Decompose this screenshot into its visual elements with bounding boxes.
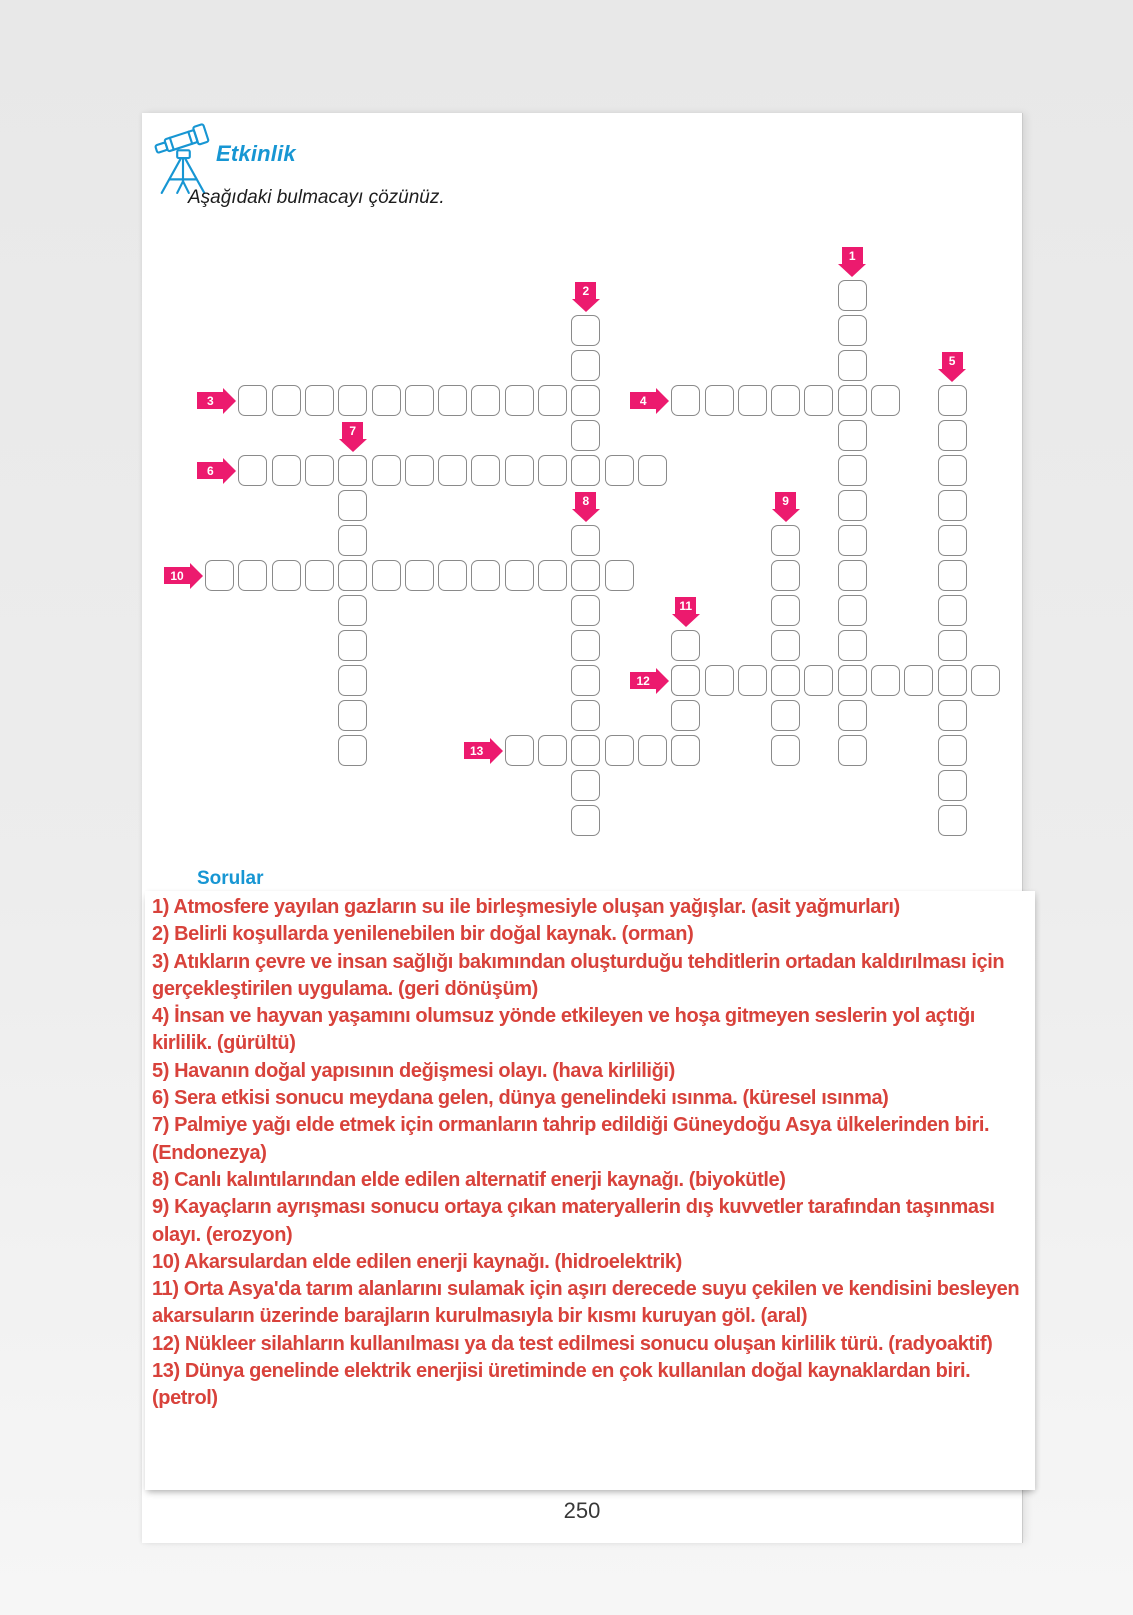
question-item: 6) Sera etkisi sonucu meydana gelen, dünya genelindeki ısınma. (küresel ısınma)	[152, 1087, 889, 1110]
clue-number: 13	[464, 742, 490, 759]
crossword-cell[interactable]	[771, 525, 800, 556]
crossword-cell[interactable]	[838, 665, 867, 696]
arrow-down-icon	[938, 369, 966, 382]
clue-arrow-2	[572, 282, 600, 312]
crossword-cell[interactable]	[372, 455, 401, 486]
crossword-cell[interactable]	[838, 385, 867, 416]
crossword-cell[interactable]	[938, 735, 967, 766]
crossword-cell[interactable]	[505, 735, 534, 766]
page-number: 250	[563, 1498, 601, 1523]
crossword-cell[interactable]	[671, 630, 700, 661]
crossword-cell[interactable]	[838, 280, 867, 311]
crossword-cell[interactable]	[771, 595, 800, 626]
arrow-down-icon	[572, 509, 600, 522]
crossword-cell[interactable]	[938, 630, 967, 661]
crossword-cell[interactable]	[305, 455, 334, 486]
crossword-cell[interactable]	[838, 315, 867, 346]
crossword-cell[interactable]	[338, 700, 367, 731]
crossword-cell[interactable]	[871, 665, 900, 696]
crossword-cell[interactable]	[372, 560, 401, 591]
clue-number: 11	[675, 597, 696, 614]
crossword-cell[interactable]	[671, 700, 700, 731]
clue-arrow-5	[938, 352, 966, 382]
crossword-cell[interactable]	[738, 665, 767, 696]
crossword-cell[interactable]	[871, 385, 900, 416]
crossword-cell[interactable]	[272, 560, 301, 591]
crossword-cell[interactable]	[338, 595, 367, 626]
crossword-cell[interactable]	[738, 385, 767, 416]
questions-panel	[145, 891, 1035, 1490]
crossword-cell[interactable]	[571, 595, 600, 626]
arrow-right-icon	[656, 388, 669, 414]
crossword-cell[interactable]	[771, 560, 800, 591]
arrow-down-icon	[772, 509, 800, 522]
crossword-cell[interactable]	[538, 385, 567, 416]
question-item: 4) İnsan ve hayvan yaşamını olumsuz yönde etkileyen ve hoşa gitmeyen seslerin yol açtığı kirlilik. (gürültü)	[152, 1005, 975, 1055]
clue-arrow-1	[838, 247, 866, 277]
crossword-cell[interactable]	[705, 385, 734, 416]
crossword-cell[interactable]	[505, 560, 534, 591]
clue-arrow-13	[464, 738, 503, 764]
clue-number: 6	[197, 462, 223, 479]
crossword-cell[interactable]	[438, 385, 467, 416]
clue-arrow-9	[772, 492, 800, 522]
clue-arrow-3	[197, 388, 236, 414]
crossword-cell[interactable]	[571, 315, 600, 346]
crossword-cell[interactable]	[205, 560, 234, 591]
crossword-cell[interactable]	[838, 560, 867, 591]
crossword-cell[interactable]	[938, 385, 967, 416]
crossword-cell[interactable]	[338, 560, 367, 591]
crossword-cell[interactable]	[405, 455, 434, 486]
crossword-cell[interactable]	[471, 455, 500, 486]
crossword-cell[interactable]	[605, 735, 634, 766]
crossword-cell[interactable]	[838, 630, 867, 661]
crossword-cell[interactable]	[938, 420, 967, 451]
crossword-cell[interactable]	[571, 735, 600, 766]
crossword-cell[interactable]	[438, 560, 467, 591]
crossword-cell[interactable]	[571, 525, 600, 556]
crossword-cell[interactable]	[838, 350, 867, 381]
clue-arrow-6	[197, 458, 236, 484]
clue-number: 2	[575, 282, 596, 299]
crossword-cell[interactable]	[938, 805, 967, 836]
question-item: 5) Havanın doğal yapısının değişmesi olayı. (hava kirliliği)	[152, 1059, 675, 1082]
clue-number: 4	[630, 392, 656, 409]
crossword-cell[interactable]	[571, 350, 600, 381]
clue-number: 8	[575, 492, 596, 509]
crossword-cell[interactable]	[838, 490, 867, 521]
question-item: 8) Canlı kalıntılarından elde edilen alternatif enerji kaynağı. (biyokütle)	[152, 1168, 786, 1191]
crossword-cell[interactable]	[938, 490, 967, 521]
arrow-right-icon	[223, 388, 236, 414]
clue-arrow-10	[164, 563, 203, 589]
crossword-cell[interactable]	[338, 665, 367, 696]
crossword-cell[interactable]	[938, 665, 967, 696]
question-item: 10) Akarsulardan elde edilen enerji kaynağı. (hidroelektrik)	[152, 1250, 682, 1273]
crossword-cell[interactable]	[405, 385, 434, 416]
arrow-down-icon	[838, 264, 866, 277]
crossword-cell[interactable]	[838, 455, 867, 486]
crossword-cell[interactable]	[338, 735, 367, 766]
crossword-cell[interactable]	[938, 700, 967, 731]
clue-number: 7	[342, 422, 363, 439]
arrow-right-icon	[190, 563, 203, 589]
crossword-cell[interactable]	[771, 700, 800, 731]
crossword-cell[interactable]	[272, 385, 301, 416]
crossword-cell[interactable]	[938, 595, 967, 626]
crossword-cell[interactable]	[305, 560, 334, 591]
crossword-cell[interactable]	[372, 385, 401, 416]
crossword-cell[interactable]	[238, 560, 267, 591]
puzzle-instruction: Aşağıdaki bulmacayı çözünüz.	[188, 187, 445, 208]
crossword-cell[interactable]	[471, 385, 500, 416]
crossword-cell[interactable]	[938, 455, 967, 486]
crossword-cell[interactable]	[705, 665, 734, 696]
crossword-cell[interactable]	[305, 385, 334, 416]
question-item: 3) Atıkların çevre ve insan sağlığı bakımından oluşturduğu tehditlerin ortadan kaldırılması için gerçekleştirilen uygulama. (geri dönüşüm)	[152, 950, 1005, 1000]
crossword-cell[interactable]	[671, 665, 700, 696]
crossword-cell[interactable]	[471, 560, 500, 591]
clue-arrow-7	[339, 422, 367, 452]
crossword-cell[interactable]	[338, 455, 367, 486]
crossword-cell[interactable]	[571, 630, 600, 661]
crossword-cell[interactable]	[638, 455, 667, 486]
crossword-cell[interactable]	[804, 385, 833, 416]
crossword-cell[interactable]	[438, 455, 467, 486]
crossword-cell[interactable]	[671, 735, 700, 766]
clue-number: 10	[164, 567, 190, 584]
crossword-cell[interactable]	[838, 525, 867, 556]
crossword-cell[interactable]	[571, 700, 600, 731]
crossword-cell[interactable]	[238, 385, 267, 416]
clue-arrow-4	[630, 388, 669, 414]
arrow-down-icon	[339, 439, 367, 452]
crossword-cell[interactable]	[938, 525, 967, 556]
crossword-cell[interactable]	[771, 630, 800, 661]
arrow-right-icon	[223, 458, 236, 484]
crossword-cell[interactable]	[338, 525, 367, 556]
clue-arrow-8	[572, 492, 600, 522]
crossword-cell[interactable]	[838, 595, 867, 626]
crossword-cell[interactable]	[838, 700, 867, 731]
arrow-right-icon	[490, 738, 503, 764]
crossword-cell[interactable]	[838, 735, 867, 766]
crossword-cell[interactable]	[938, 770, 967, 801]
arrow-down-icon	[572, 299, 600, 312]
crossword-cell[interactable]	[571, 770, 600, 801]
crossword-cell[interactable]	[538, 735, 567, 766]
crossword-cell[interactable]	[571, 665, 600, 696]
crossword-cell[interactable]	[538, 560, 567, 591]
crossword-cell[interactable]	[538, 455, 567, 486]
crossword-cell[interactable]	[338, 630, 367, 661]
arrow-down-icon	[672, 614, 700, 627]
clue-arrow-11	[672, 597, 700, 627]
question-item: 13) Dünya genelinde elektrik enerjisi üretiminde en çok kullanılan doğal kaynaklardan biri. (petrol)	[152, 1360, 971, 1410]
crossword-cell[interactable]	[272, 455, 301, 486]
crossword-cell[interactable]	[971, 665, 1000, 696]
clue-number: 5	[942, 352, 963, 369]
activity-title: Etkinlik	[216, 141, 296, 166]
clue-number: 12	[630, 672, 656, 689]
crossword-cell[interactable]	[571, 455, 600, 486]
question-item: 2) Belirli koşullarda yenilenebilen bir doğal kaynak. (orman)	[152, 923, 694, 946]
crossword-cell[interactable]	[605, 560, 634, 591]
crossword-cell[interactable]	[671, 385, 700, 416]
crossword-cell[interactable]	[505, 385, 534, 416]
question-item: 1) Atmosfere yayılan gazların su ile birleşmesiyle oluşan yağışlar. (asit yağmurları)	[152, 896, 900, 918]
crossword-cell[interactable]	[571, 385, 600, 416]
crossword-cell[interactable]	[605, 455, 634, 486]
crossword-cell[interactable]	[804, 665, 833, 696]
crossword-cell[interactable]	[838, 420, 867, 451]
crossword-grid	[142, 113, 1022, 893]
clue-number: 3	[197, 392, 223, 409]
clue-number: 1	[842, 247, 863, 264]
crossword-cell[interactable]	[338, 490, 367, 521]
crossword-cell[interactable]	[405, 560, 434, 591]
question-item: 11) Orta Asya'da tarım alanlarını sulamak için aşırı derecede suyu çekilen ve kendisini besleyen akarsuların üzerinde barajların kurulmasıyla bir kısmı kuruyan göl. (aral)	[152, 1278, 1020, 1328]
clue-number: 9	[775, 492, 796, 509]
crossword-cell[interactable]	[338, 385, 367, 416]
crossword-cell[interactable]	[771, 735, 800, 766]
question-item: 9) Kayaçların ayrışması sonucu ortaya çıkan materyallerin dış kuvvetler tarafından taşınması olayı. (erozyon)	[152, 1196, 995, 1246]
crossword-cell[interactable]	[571, 805, 600, 836]
crossword-cell[interactable]	[771, 665, 800, 696]
clue-arrow-12	[630, 668, 669, 694]
crossword-cell[interactable]	[571, 420, 600, 451]
crossword-cell[interactable]	[638, 735, 667, 766]
crossword-cell[interactable]	[771, 385, 800, 416]
crossword-cell[interactable]	[571, 560, 600, 591]
crossword-cell[interactable]	[238, 455, 267, 486]
question-item: 7) Palmiye yağı elde etmek için ormanların tahrip edildiği Güneydoğu Asya ülkelerinden biri. (Endonezya)	[152, 1114, 990, 1164]
question-item: 12) Nükleer silahların kullanılması ya da test edilmesi sonucu oluşan kirlilik türü. (radyoaktif)	[152, 1332, 993, 1355]
arrow-right-icon	[656, 668, 669, 694]
questions-heading: Sorular	[197, 868, 264, 889]
crossword-cell[interactable]	[505, 455, 534, 486]
crossword-cell[interactable]	[938, 560, 967, 591]
crossword-cell[interactable]	[904, 665, 933, 696]
